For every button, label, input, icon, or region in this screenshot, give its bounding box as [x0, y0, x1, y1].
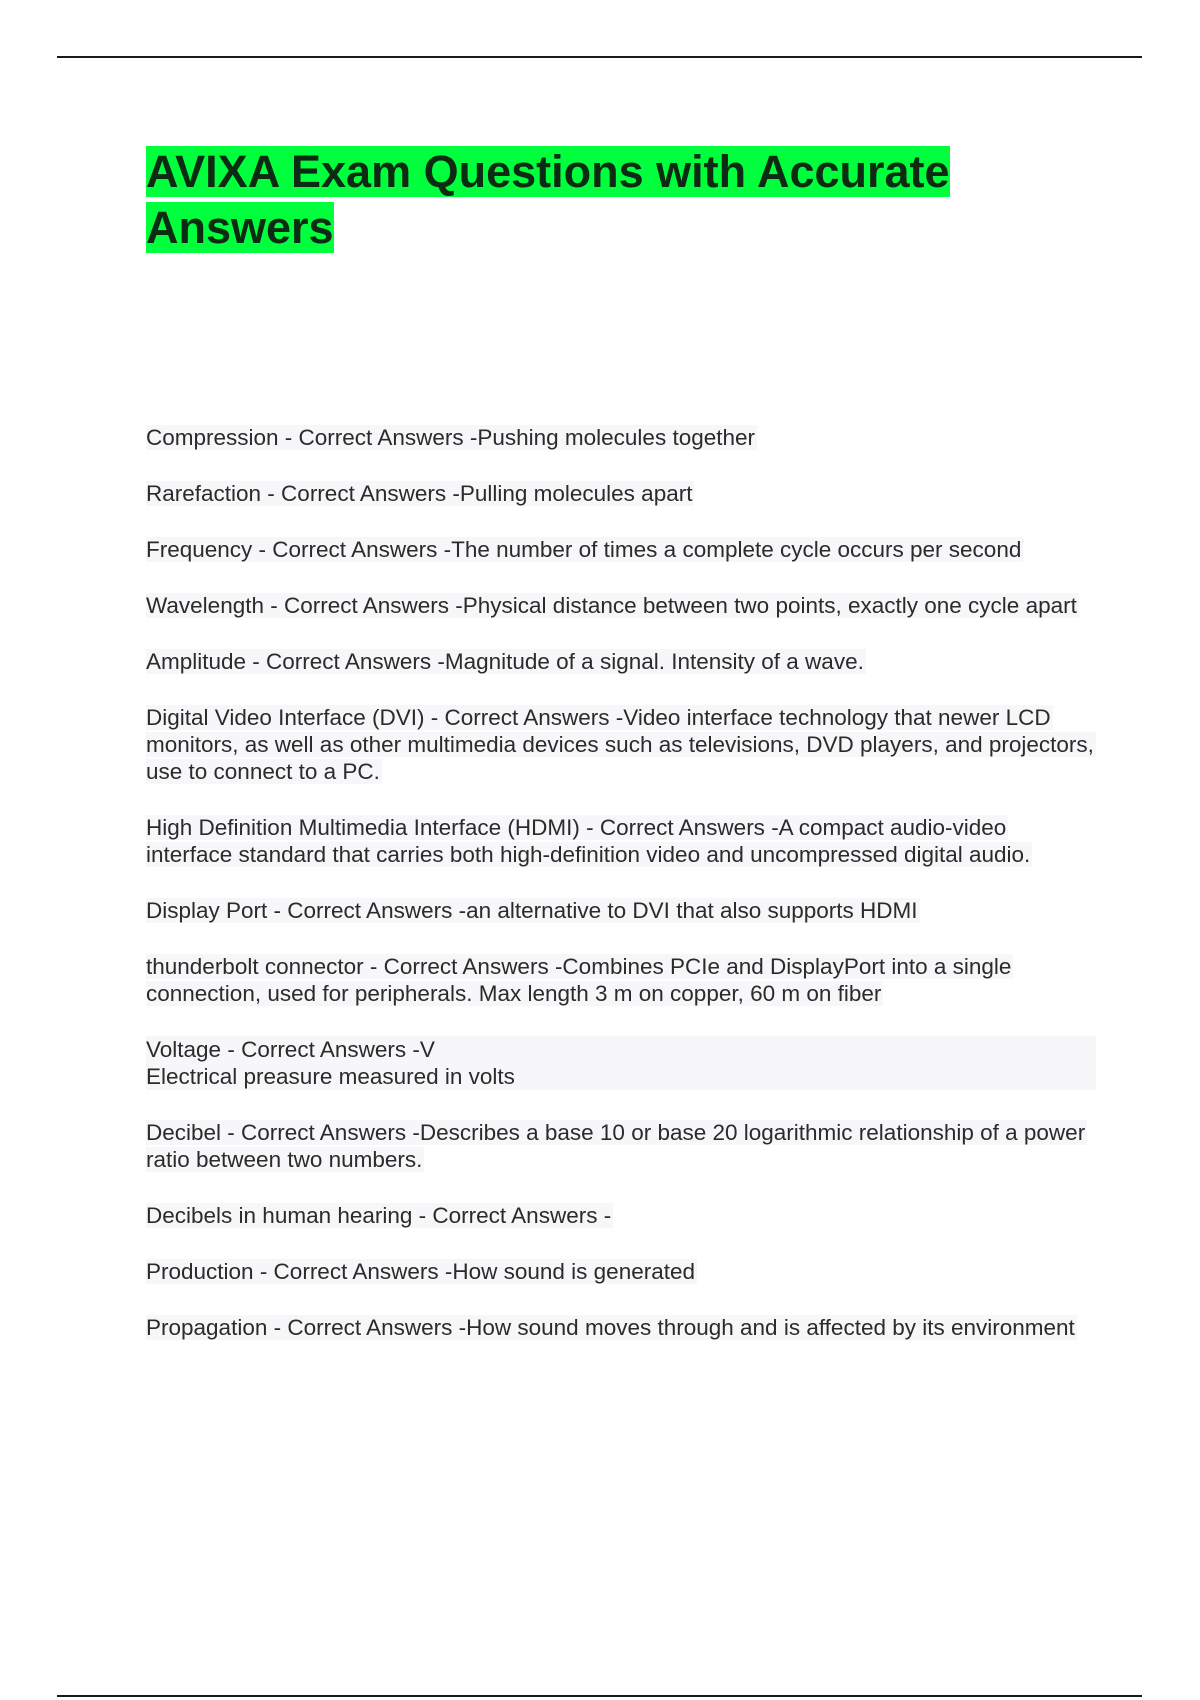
qa-entry — [146, 1258, 1096, 1285]
qa-text: Digital Video Interface (DVI) - Correct Answers -Video interface technology that newer LCD monitors, as well as other multimedia devices such as televisions, DVD players, and projectors, use to connect to a PC. — [146, 705, 1094, 784]
qa-text: Wavelength - Correct Answers -Physical distance between two points, exactly one cycle apart — [146, 593, 1077, 618]
qa-entry — [146, 1314, 1096, 1341]
qa-entry — [146, 480, 1096, 507]
document-title: AVIXA Exam Questions with Accurate Answers — [146, 146, 950, 253]
qa-text: Production - Correct Answers -How sound is generated — [146, 1259, 696, 1284]
qa-text: Propagation - Correct Answers -How sound moves through and is affected by its environment — [146, 1315, 1075, 1340]
qa-text: Compression - Correct Answers -Pushing molecules together — [146, 425, 756, 450]
qa-entry — [146, 1119, 1096, 1173]
qa-text: thunderbolt connector - Correct Answers -Combines PCIe and DisplayPort into a single connection, used for peripherals. Max length 3 m on copper, 60 m on fiber — [146, 954, 1012, 1006]
qa-text: Decibel - Correct Answers -Describes a base 10 or base 20 logarithmic relationship of a power ratio between two numbers. — [146, 1120, 1086, 1172]
qa-text-continued: Electrical preasure measured in volts — [146, 1063, 1096, 1090]
qa-entry — [146, 536, 1096, 563]
qa-entry — [146, 592, 1096, 619]
qa-entry — [146, 1036, 1096, 1090]
qa-text: Frequency - Correct Answers -The number of times a complete cycle occurs per second — [146, 537, 1022, 562]
qa-entry — [146, 897, 1096, 924]
qa-text: High Definition Multimedia Interface (HDMI) - Correct Answers -A compact audio-video interface standard that carries both high-definition video and uncompressed digital audio. — [146, 815, 1031, 867]
qa-text: Voltage - Correct Answers -V — [146, 1036, 1096, 1063]
title-block — [146, 144, 1086, 256]
qa-text: Display Port - Correct Answers -an alternative to DVI that also supports HDMI — [146, 898, 918, 923]
qa-entry — [146, 704, 1096, 785]
qa-list — [146, 424, 1096, 1370]
qa-entry — [146, 953, 1096, 1007]
qa-entry — [146, 424, 1096, 451]
qa-text: Amplitude - Correct Answers -Magnitude of a signal. Intensity of a wave. — [146, 649, 864, 674]
qa-entry — [146, 648, 1096, 675]
qa-text: Decibels in human hearing - Correct Answers - — [146, 1203, 612, 1228]
qa-text: Rarefaction - Correct Answers -Pulling molecules apart — [146, 481, 693, 506]
header-rule — [57, 56, 1142, 58]
footer-rule — [57, 1695, 1142, 1697]
qa-entry — [146, 814, 1096, 868]
qa-entry — [146, 1202, 1096, 1229]
